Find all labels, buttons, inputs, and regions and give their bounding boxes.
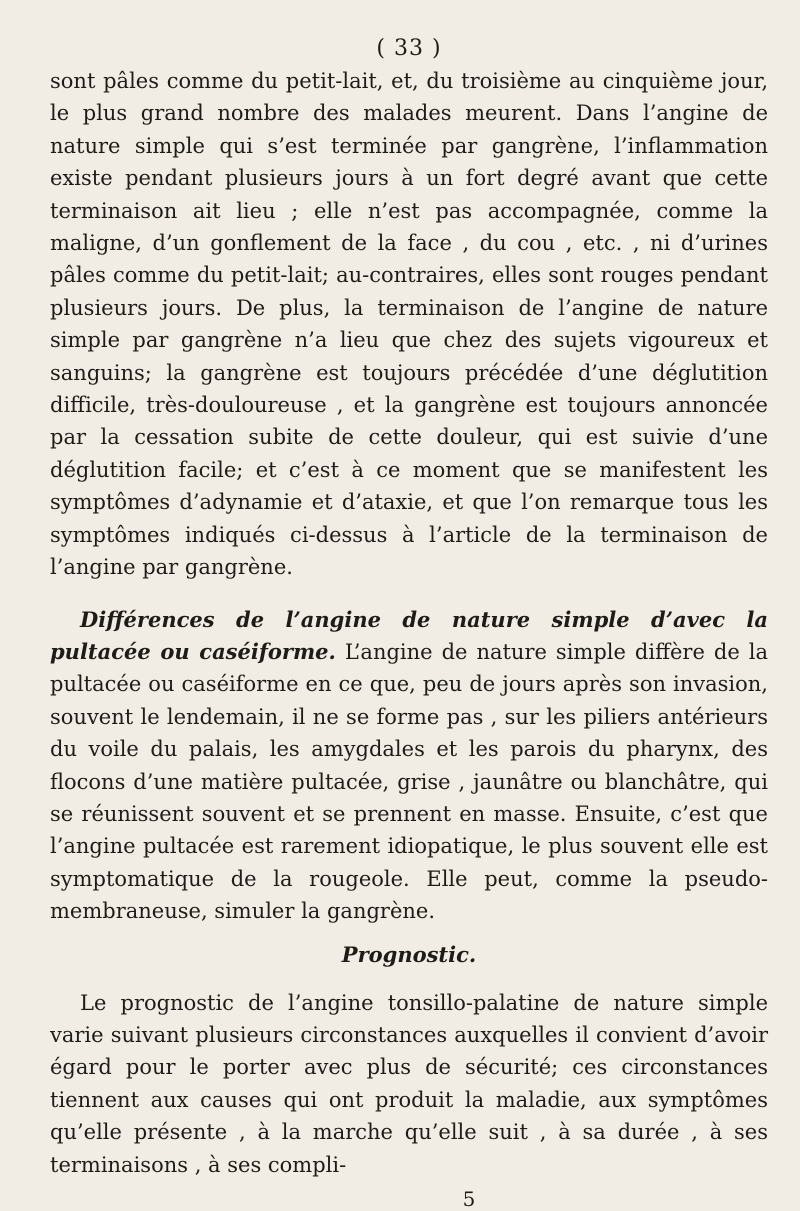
page-number: ( 33 ): [376, 36, 442, 61]
paragraph-2-text: L’angine de nature simple diffère de la pultacée ou caséiforme en ce que, peu de jours après son invasion, souvent le lendemain, il ne se forme pas , sur les piliers antérieurs du voile du palais, les amygdales et les parois du pharynx, des flocons d’une matière pultacée, grise , jaunâtre ou blanchâtre, qui se réunissent souvent et se prennent en masse. Ensuite, c’est que l’angine pultacée est rarement idiopatique, le plus souvent elle est symptomatique de la rougeole. Elle peut, comme la pseudo-membraneuse, simuler la gangrène.: [50, 639, 768, 924]
document-page: [50, 36, 768, 1211]
paragraph-2: [50, 604, 768, 928]
prognostic-heading: Prognostic.: [341, 941, 477, 967]
paragraph-1: sont pâles comme du petit-lait, et, du troisième au cinquième jour, le plus grand nombre des malades meurent. Dans l’angine de nature simple qui s’est terminée par gangrène, l’inflammation existe pendant plusieurs jours à un fort degré avant que cette terminaison ait lieu ; elle n’est pas accompagnée, comme la maligne, d’un gonflement de la face , du cou , etc. , ni d’urines pâles comme du petit-lait; au-contraires, elles sont rouges pendant plusieurs jours. De plus, la terminaison de l’angine de nature simple par gangrène n’a lieu que chez des sujets vigoureux et sanguins; la gangrène est toujours précédée d’une déglutition difficile, très-douloureuse , et la gangrène est toujours annoncée par la cessation subite de cette douleur, qui est suivie d’une déglutition facile; et c’est à ce moment que se manifestent les symptômes d’adynamie et d’ataxie, et que l’on remarque tous les symptômes indiqués ci-dessus à l’article de la terminaison de l’angine par gangrène.: [50, 69, 768, 580]
paragraph-3: Le prognostic de l’angine tonsillo-palatine de nature simple varie suivant plusieurs circonstances auxquelles il convient d’avoir égard pour le porter avec plus de sécurité; ces circonstances tiennent aux causes qui ont produit la maladie, aux symptômes qu’elle présente , à la marche qu’elle suit , à sa durée , à ses terminaisons , à ses compli-: [50, 990, 768, 1177]
section-title: Différences de l’angine de nature simple d’avec la pultacée ou caséiforme.: [50, 606, 768, 664]
signature-mark: 5: [462, 1187, 476, 1211]
